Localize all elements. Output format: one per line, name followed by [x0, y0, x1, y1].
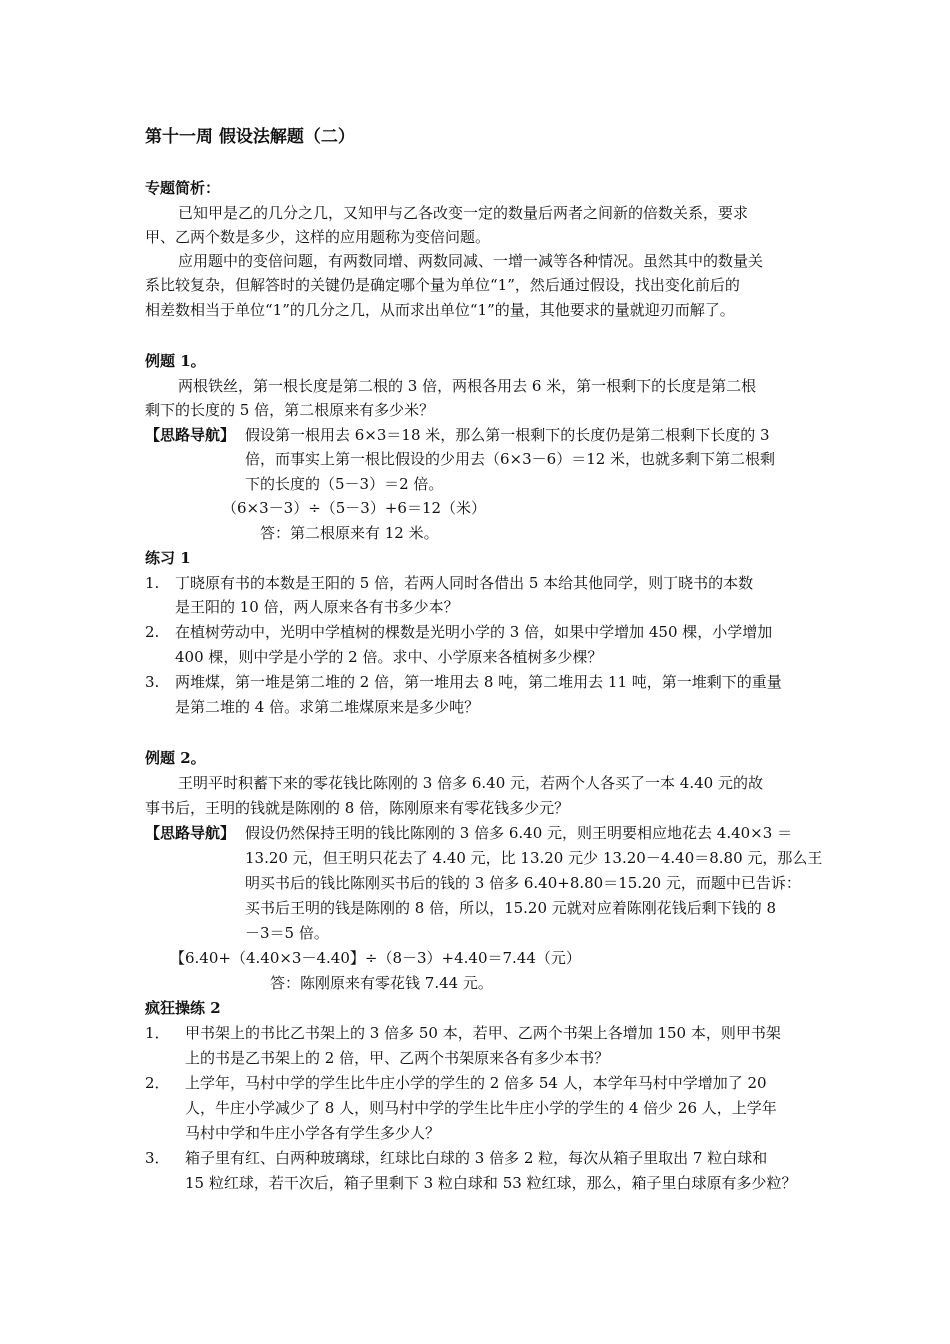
practice1-item-line: 是王阳的 10 倍，两人原来各有书多少本？: [175, 598, 459, 616]
example2-guide-line: 明买书后的钱比陈刚买书后的钱的 3 倍多 6.40+8.80＝15.20 元，而题中已告诉：: [245, 874, 801, 892]
intro-line: 已知甲是乙的几分之几，又知甲与乙各改变一定的数量后两者之间新的倍数关系，要求: [178, 204, 749, 222]
example2-problem-line: 王明平时积蓄下来的零花钱比陈刚的 3 倍多 6.40 元，若两个人各买了一本 4.40 元的故: [178, 774, 763, 792]
practice1-item-number: 3.: [145, 673, 160, 691]
practice1-item-line: 丁晓原有书的本数是王阳的 5 倍，若两人同时各借出 5 本给其他同学，则丁晓书的本数: [175, 574, 754, 592]
example2-guide-label: 【思路导航】: [145, 824, 236, 842]
practice1-item-line: 两堆煤，第一堆是第二堆的 2 倍，第一堆用去 8 吨，第二堆用去 11 吨，第一堆剩下的重量: [175, 673, 782, 691]
example2-answer: 答：陈刚原来有零花钱 7.44 元。: [270, 974, 493, 992]
practice2-item-number: 2．: [145, 1074, 170, 1092]
example1-guide-line: 倍，而事实上第一根比假设的少用去（6×3－6）＝12 米，也就多剩下第二根剩: [245, 450, 776, 468]
example1-formula: （6×3－3）÷（5－3）+6＝12（米）: [222, 499, 487, 517]
intro-line: 系比较复杂，但解答时的关键仍是确定哪个量为单位“1”，然后通过假设，找出变化前后的: [145, 276, 740, 294]
example1-guide-label: 【思路导航】: [145, 426, 236, 444]
practice1-item-line: 在植树劳动中，光明中学植树的棵数是光明小学的 3 倍，如果中学增加 450 棵，小学增加: [175, 623, 773, 641]
example1-guide-line: 下的长度的（5－3）＝2 倍。: [245, 475, 444, 493]
example1-guide-line: 假设第一根用去 6×3＝18 米，那么第一根剩下的长度仍是第二根剩下长度的 3: [245, 426, 770, 444]
practice1-item-number: 1.: [145, 574, 160, 592]
practice2-heading: 疯狂操练 2: [145, 999, 221, 1017]
intro-line: 甲、乙两个数是多少，这样的应用题称为变倍问题。: [145, 228, 491, 246]
practice1-item-number: 2.: [145, 623, 160, 641]
intro-line: 相差数相当于单位“1”的几分之几，从而求出单位“1”的量，其他要求的量就迎刃而解了。: [145, 301, 735, 319]
practice2-item-line: 上学年，马村中学的学生比牛庄小学的学生的 2 倍多 54 人，本学年马村中学增加了 20: [185, 1074, 767, 1092]
example2-guide-line: 买书后王明的钱是陈刚的 8 倍，所以，15.20 元就对应着陈刚花钱后剩下钱的 8: [245, 899, 777, 917]
practice2-item-line: 上的书是乙书架上的 2 倍，甲、乙两个书架原来各有多少本书？: [185, 1049, 610, 1067]
example2-guide-line: －3＝5 倍。: [245, 924, 329, 942]
example2-guide-line: 13.20 元，但王明只花去了 4.40 元，比 13.20 元少 13.20－4.40＝8.80 元，那么王: [245, 849, 823, 867]
practice1-item-line: 400 棵，则中学是小学的 2 倍。求中、小学原来各植树多少棵？: [175, 648, 603, 666]
practice2-item-number: 3．: [145, 1149, 170, 1167]
example1-problem-line: 两根铁丝，第一根长度是第二根的 3 倍，两根各用去 6 米，第一根剩下的长度是第二根: [178, 377, 757, 395]
example1-problem-line: 剩下的长度的 5 倍，第二根原来有多少米？: [145, 401, 435, 419]
page-title: 第十一周 假设法解题（二）: [145, 127, 355, 147]
example1-answer: 答：第二根原来有 12 米。: [260, 524, 439, 542]
practice2-item-line: 15 粒红球，若干次后，箱子里剩下 3 粒白球和 53 粒红球，那么，箱子里白球原有多少粒？: [185, 1174, 797, 1192]
practice2-item-line: 人，牛庄小学减少了 8 人，则马村中学的学生比牛庄小学的学生的 4 倍少 26 人，上学年: [185, 1099, 777, 1117]
example2-heading: 例题 2。: [145, 749, 206, 767]
intro-heading: 专题简析：: [145, 179, 221, 197]
practice2-item-line: 马村中学和牛庄小学各有学生多少人？: [185, 1124, 441, 1142]
practice1-heading: 练习 1: [145, 549, 191, 567]
example2-guide-line: 假设仍然保持王明的钱比陈刚的 3 倍多 6.40 元，则王明要相应地花去 4.40×3 ＝: [245, 824, 793, 842]
example2-formula: 【6.40+（4.40×3－4.40】÷（8－3）+4.40＝7.44（元）: [170, 949, 581, 967]
practice2-item-number: 1．: [145, 1024, 170, 1042]
example1-heading: 例题 1。: [145, 352, 206, 370]
practice1-item-line: 是第二堆的 4 倍。求第二堆煤原来是多少吨？: [175, 698, 480, 716]
practice2-item-line: 甲书架上的书比乙书架上的 3 倍多 50 本，若甲、乙两个书架上各增加 150 本，则甲书架: [185, 1024, 781, 1042]
example2-problem-line: 事书后，王明的钱就是陈刚的 8 倍，陈刚原来有零花钱多少元？: [145, 799, 570, 817]
practice2-item-line: 箱子里有红、白两种玻璃球，红球比白球的 3 倍多 2 粒，每次从箱子里取出 7 粒白球和: [185, 1149, 768, 1167]
intro-line: 应用题中的变倍问题，有两数同增、两数同减、一增一减等各种情况。虽然其中的数量关: [178, 252, 764, 270]
